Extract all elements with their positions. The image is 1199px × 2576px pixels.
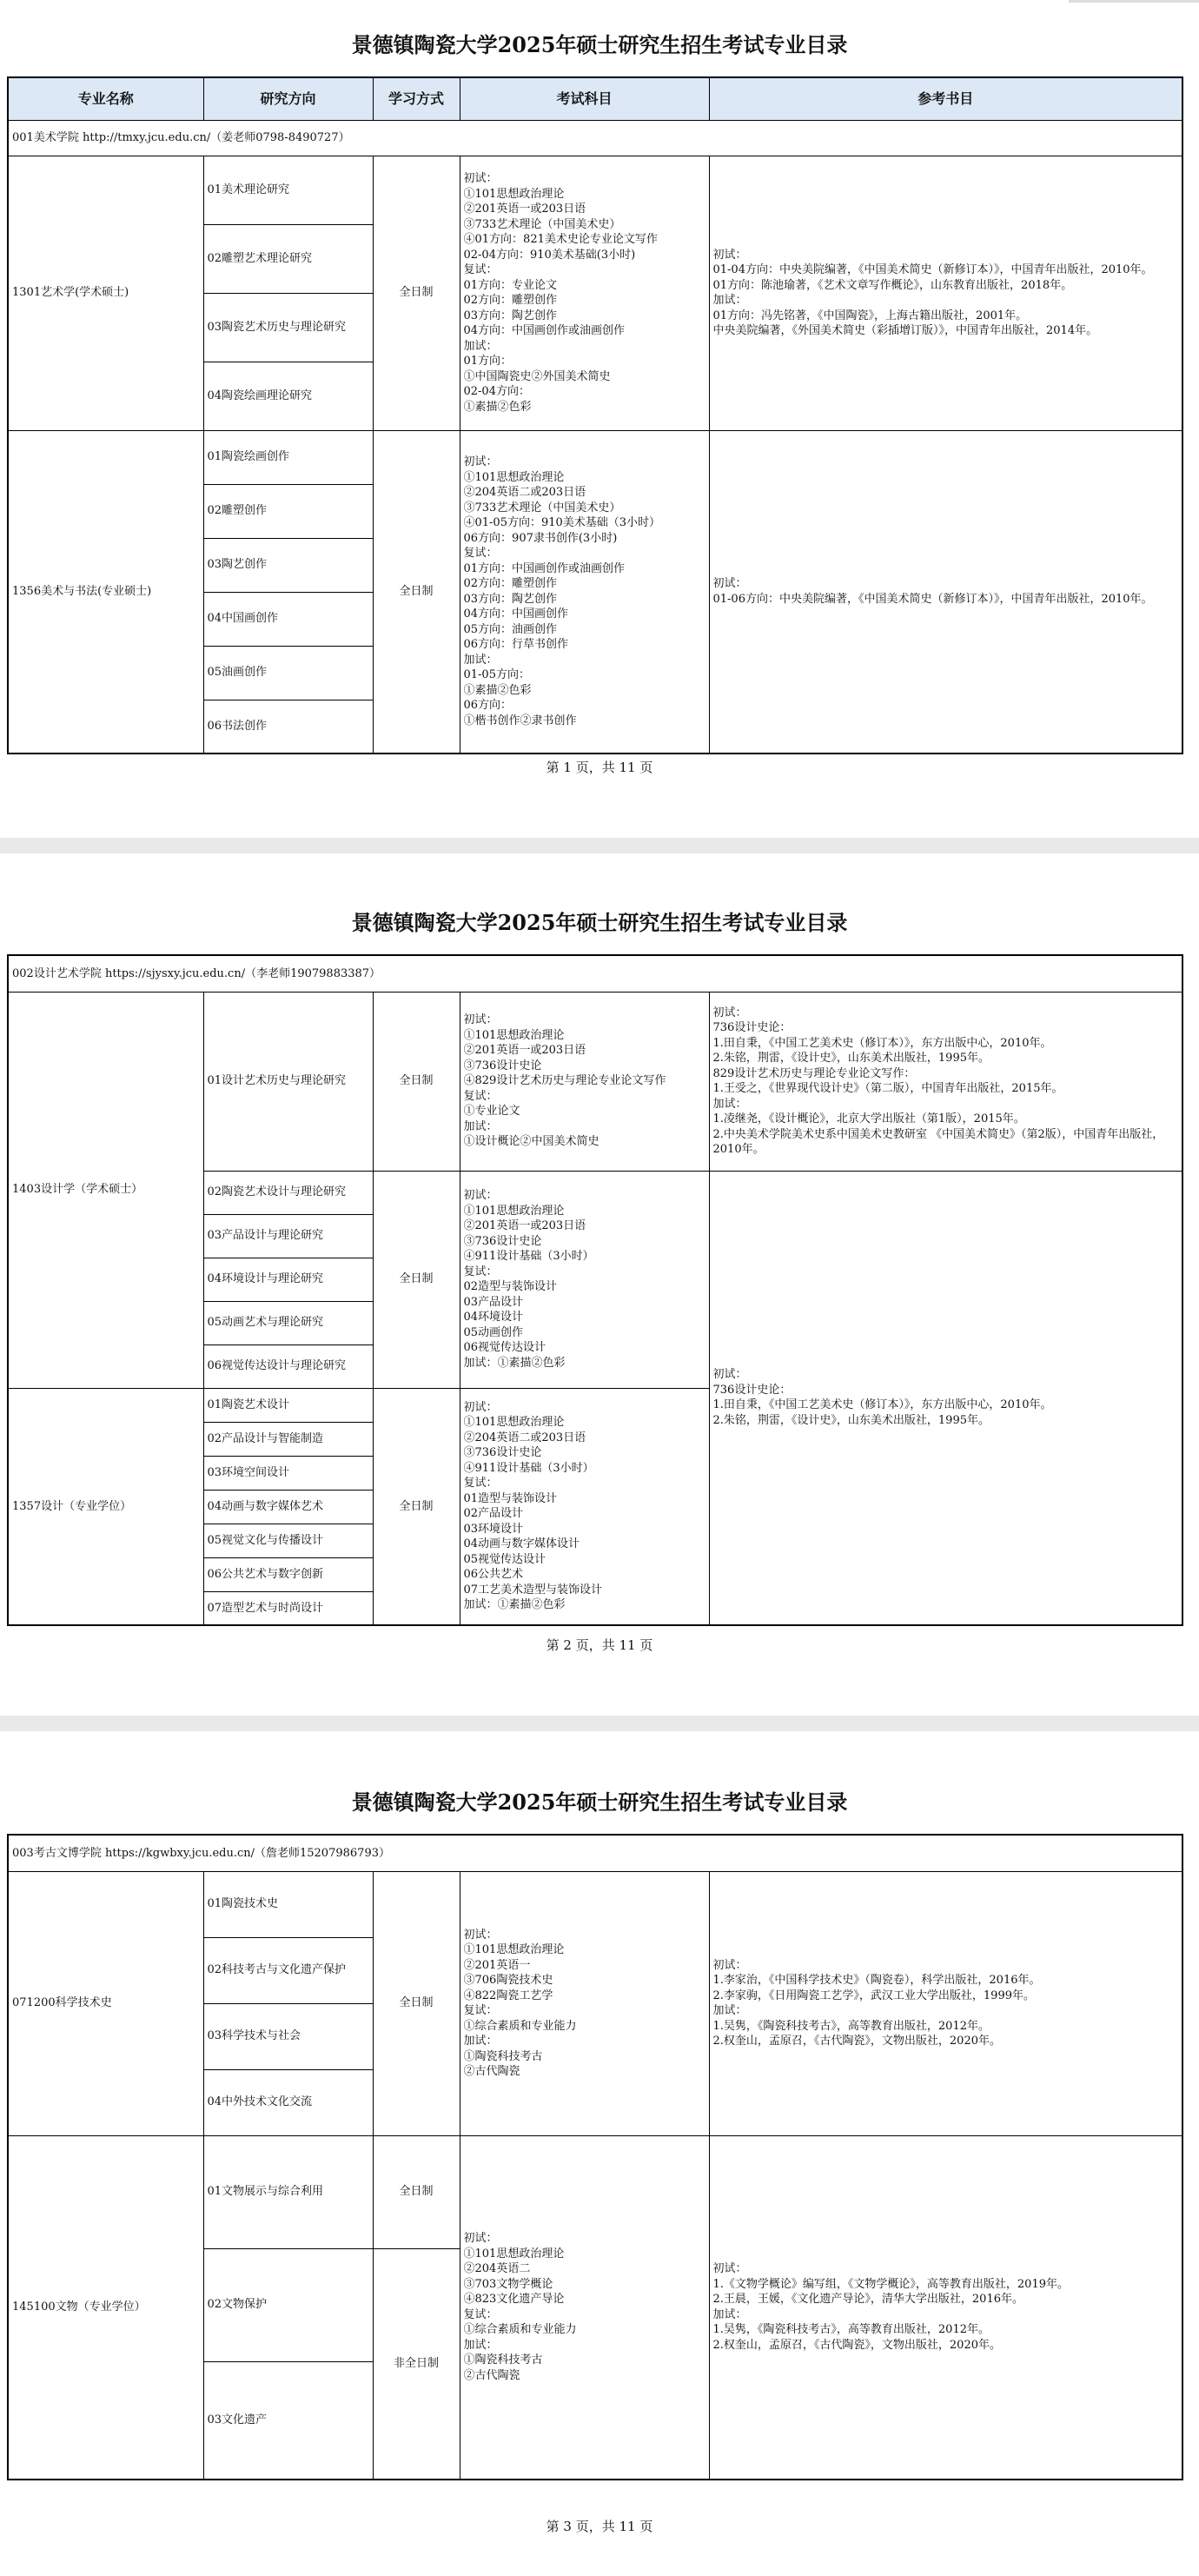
direction-cell: 01美术理论研究 — [203, 156, 373, 224]
direction-cell: 05视觉文化与传播设计 — [203, 1524, 373, 1557]
catalog-table — [7, 954, 1183, 1626]
study-mode: 全日制 — [373, 156, 460, 430]
exam-subjects: 初试： ①101思想政治理论 ②204英语二 ③703文物学概论 ④823文化遗产导论 复试： ①综合素质和专业能力 加试： ①陶瓷科技考古 ②古代陶瓷 — [460, 2135, 709, 2480]
table-row — [8, 156, 1182, 224]
major-name: 1403设计学（学术硕士） — [8, 992, 203, 1388]
exam-subjects: 初试： ①101思想政治理论 ②201英语一或203日语 ③736设计史论 ④829设计艺术历史与理论专业论文写作 复试： ①专业论文 加试： ①设计概论②中国美术简史 — [460, 992, 709, 1171]
direction-cell: 02陶瓷艺术设计与理论研究 — [203, 1171, 373, 1214]
reference-books: 初试： 01-06方向：中央美院编著，《中国美术简史（新修订本）》，中国青年出版社，2010年。 — [709, 430, 1182, 754]
direction-cell: 02科技考古与文化遗产保护 — [203, 1937, 373, 2003]
major-name: 1356美术与书法(专业硕士) — [8, 430, 203, 754]
study-mode: 全日制 — [373, 1388, 460, 1625]
exam-subjects: 初试： ①101思想政治理论 ②201英语一或203日语 ③733艺术理论（中国美术史） ④01方向：821美术史论专业论文写作 02-04方向：910美术基础(3小时) 复试： 01方向：专业论文 02方向：雕塑创作 03方向：陶艺创作 04方向：中国画创作或油画创作 加试： 01方向： ①中国陶瓷史②外国美术简史 02-04方向： ①素描②色彩 — [460, 156, 709, 430]
study-mode-part-time: 非全日制 — [373, 2248, 460, 2480]
direction-cell: 02雕塑创作 — [203, 484, 373, 538]
direction-cell: 05动画艺术与理论研究 — [203, 1301, 373, 1344]
table-row — [8, 430, 1182, 484]
study-mode: 全日制 — [373, 430, 460, 754]
page-separator — [0, 838, 1199, 853]
table-row — [8, 1871, 1182, 1937]
major-name: 1301艺术学(学术硕士) — [8, 156, 203, 430]
study-mode: 全日制 — [373, 1171, 460, 1388]
direction-cell: 06书法创作 — [203, 700, 373, 754]
direction-cell: 02产品设计与智能制造 — [203, 1422, 373, 1456]
direction-cell: 03陶瓷艺术历史与理论研究 — [203, 293, 373, 362]
direction-cell: 04中国画创作 — [203, 592, 373, 646]
direction-cell: 03科学技术与社会 — [203, 2003, 373, 2069]
table-header-row — [8, 77, 1182, 120]
direction-cell: 02雕塑艺术理论研究 — [203, 224, 373, 293]
college-info: 002设计艺术学院 https://sjysxy.jcu.edu.cn/（李老师19079883387） — [8, 955, 1182, 992]
page-title: 景德镇陶瓷大学2025年硕士研究生招生考试专业目录 — [351, 910, 848, 935]
header-books: 参考书目 — [709, 77, 1182, 120]
major-name: 1357设计（专业学位） — [8, 1388, 203, 1625]
header-mode: 学习方式 — [373, 77, 460, 120]
direction-cell: 01陶瓷艺术设计 — [203, 1388, 373, 1422]
college-row — [8, 955, 1182, 992]
page-footer: 第 3 页，共 11 页 — [546, 2519, 653, 2534]
header-major: 专业名称 — [8, 77, 203, 120]
direction-cell: 04动画与数字媒体艺术 — [203, 1490, 373, 1524]
college-row — [8, 120, 1182, 156]
exam-subjects: 初试： ①101思想政治理论 ②201英语一或203日语 ③736设计史论 ④911设计基础（3小时） 复试： 02造型与装饰设计 03产品设计 04环境设计 05动画创作 06视觉传达设计 加试：①素描②色彩 — [460, 1171, 709, 1388]
exam-subjects: 初试： ①101思想政治理论 ②204英语二或203日语 ③736设计史论 ④911设计基础（3小时） 复试： 01造型与装饰设计 02产品设计 03环境设计 04动画与数字媒体设计 05视觉传达设计 06公共艺术 07工艺美术造型与装饰设计 加试：①素描②色彩 — [460, 1388, 709, 1625]
header-direction: 研究方向 — [203, 77, 373, 120]
college-info: 001美术学院 http://tmxy.jcu.edu.cn/（姜老师0798-8490727） — [8, 120, 1182, 156]
direction-cell: 04陶瓷绘画理论研究 — [203, 362, 373, 430]
exam-subjects: 初试： ①101思想政治理论 ②204英语二或203日语 ③733艺术理论（中国美术史） ④01-05方向：910美术基础（3小时） 06方向：907隶书创作(3小时) 复试： 01方向：中国画创作或油画创作 02方向：雕塑创作 03方向：陶艺创作 04方向：中国画创作 05方向：油画创作 06方向：行草书创作 加试： 01-05方向： ①素描②色彩 06方向： ①楷书创作②隶书创作 — [460, 430, 709, 754]
study-mode-full-time: 全日制 — [373, 2135, 460, 2248]
catalog-table — [7, 76, 1183, 754]
table-row — [8, 2135, 1182, 2248]
college-row — [8, 1835, 1182, 1871]
direction-cell: 03陶艺创作 — [203, 538, 373, 592]
reference-books: 初试： 736设计史论： 1.田自秉，《中国工艺美术史（修订本）》，东方出版中心，2010年。 2.朱铭，荆雷，《设计史》，山东美术出版社，1995年。 829设计艺术历史与理论专业论文写作： 1.王受之，《世界现代设计史》（第二版），中国青年出版社，2015年。 加试： 1.凌继尧，《设计概论》，北京大学出版社（第1版），2015年。 2.中央美术学院美术史系中国美术史教研室 《中国美术简史》（第2版），中国青年出版社，2010年。 — [709, 992, 1182, 1171]
college-info: 003考古文博学院 https://kgwbxy.jcu.edu.cn/（詹老师15207986793） — [8, 1835, 1182, 1871]
page-title: 景德镇陶瓷大学2025年硕士研究生招生考试专业目录 — [351, 1789, 848, 1815]
reference-books: 初试： 01-04方向：中央美院编著，《中国美术简史（新修订本）》，中国青年出版社，2010年。 01方向：陈池瑜著，《艺术文章写作概论》，山东教育出版社，2018年。 加试： 01方向：冯先铭著，《中国陶瓷》，上海古籍出版社，2001年。 中央美院编著，《外国美术简史（彩插增订版）》，中国青年出版社，2014年。 — [709, 156, 1182, 430]
page-separator — [0, 1716, 1199, 1731]
direction-cell: 04环境设计与理论研究 — [203, 1258, 373, 1301]
major-name: 071200科学技术史 — [8, 1871, 203, 2135]
page-footer: 第 2 页，共 11 页 — [546, 1637, 653, 1653]
major-name: 145100文物（专业学位） — [8, 2135, 203, 2480]
reference-books: 初试： 736设计史论： 1.田自秉，《中国工艺美术史（修订本）》，东方出版中心，2010年。 2.朱铭，荆雷，《设计史》，山东美术出版社，1995年。 — [709, 1171, 1182, 1625]
direction-cell: 02文物保护 — [203, 2248, 373, 2361]
header-subjects: 考试科目 — [460, 77, 709, 120]
reference-books: 初试： 1.《文物学概论》编写组，《文物学概论》，高等教育出版社，2019年。 2.王晨，王媛，《文化遗产导论》，清华大学出版社，2016年。 加试： 1.吴隽，《陶瓷科技考古》，高等教育出版社，2012年。 2.权奎山，孟原召，《古代陶瓷》，文物出版社，2020年。 — [709, 2135, 1182, 2480]
direction-cell: 01文物展示与综合利用 — [203, 2135, 373, 2248]
study-mode: 全日制 — [373, 1871, 460, 2135]
direction-cell: 05油画创作 — [203, 646, 373, 700]
study-mode: 全日制 — [373, 992, 460, 1171]
direction-cell: 03文化遗产 — [203, 2361, 373, 2480]
page-footer: 第 1 页，共 11 页 — [546, 760, 653, 775]
catalog-table — [7, 1834, 1183, 2480]
direction-cell: 03产品设计与理论研究 — [203, 1214, 373, 1258]
direction-cell: 06公共艺术与数字创新 — [203, 1557, 373, 1591]
direction-cell: 01陶瓷技术史 — [203, 1871, 373, 1937]
direction-cell: 06视觉传达设计与理论研究 — [203, 1344, 373, 1388]
direction-cell: 04中外技术文化交流 — [203, 2069, 373, 2135]
direction-cell: 03环境空间设计 — [203, 1456, 373, 1490]
direction-cell: 07造型艺术与时尚设计 — [203, 1591, 373, 1625]
page-title: 景德镇陶瓷大学2025年硕士研究生招生考试专业目录 — [351, 32, 848, 57]
direction-cell: 01陶瓷绘画创作 — [203, 430, 373, 484]
top-edge-line — [1069, 0, 1199, 3]
reference-books: 初试： 1.李家治，《中国科学技术史》（陶瓷卷），科学出版社，2016年。 2.李家驹，《日用陶瓷工艺学》，武汉工业大学出版社，1999年。 加试： 1.吴隽，《陶瓷科技考古》，高等教育出版社，2012年。 2.权奎山，孟原召，《古代陶瓷》，文物出版社，2020年。 — [709, 1871, 1182, 2135]
exam-subjects: 初试： ①101思想政治理论 ②201英语一 ③706陶瓷技术史 ④822陶瓷工艺学 复试： ①综合素质和专业能力 加试： ①陶瓷科技考古 ②古代陶瓷 — [460, 1871, 709, 2135]
direction-cell: 01设计艺术历史与理论研究 — [203, 992, 373, 1171]
table-row — [8, 992, 1182, 1171]
